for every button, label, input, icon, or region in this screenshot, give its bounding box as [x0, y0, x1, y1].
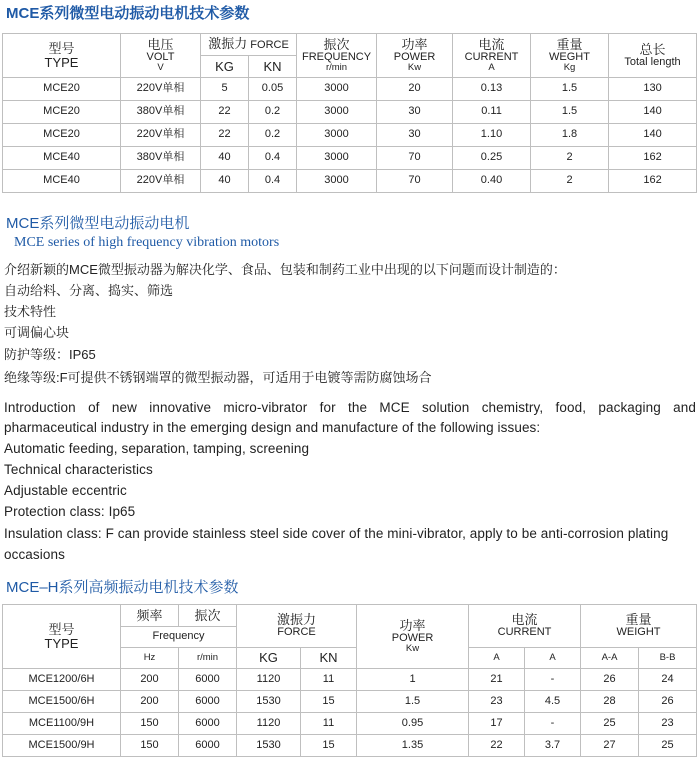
table-row [3, 170, 697, 193]
table-cell: 140 [609, 124, 697, 147]
table-cell: 22 [201, 124, 249, 147]
header-hz: Hz [121, 648, 179, 669]
table-cell: 0.25 [453, 147, 531, 170]
table-cell: 220V单相 [121, 124, 201, 147]
table-cell: MCE1200/6H [3, 669, 121, 691]
table-cell: 26 [581, 669, 639, 691]
en-protection-line: Protection class: Ip65 [4, 504, 136, 519]
table-cell: 1.5 [531, 78, 609, 101]
table-cell: - [525, 713, 581, 735]
table-cell: 1 [357, 669, 469, 691]
table-cell: 25 [581, 713, 639, 735]
table-cell: 162 [609, 170, 697, 193]
header-force-kg: KG [237, 648, 301, 669]
header-rmin: r/min [179, 648, 237, 669]
cn-eccentric-line: 可调偏心块 [4, 325, 70, 340]
table-cell: 150 [121, 735, 179, 757]
table-cell: MCE1500/6H [3, 691, 121, 713]
table-cell: MCE20 [3, 124, 121, 147]
cn-technical-line: 技术特性 [4, 304, 57, 319]
table-cell: 0.2 [249, 101, 297, 124]
header-vib-cn: 振次 [179, 605, 237, 627]
header-volt: 电压 VOLT V [121, 34, 201, 78]
table-cell: 23 [469, 691, 525, 713]
table-cell: 15 [301, 735, 357, 757]
header-force-kg: KG [201, 56, 249, 78]
table-cell: MCE40 [3, 170, 121, 193]
table-row [3, 147, 697, 170]
table-cell: 22 [469, 735, 525, 757]
header-model: 型号 TYPE [3, 34, 121, 78]
table-cell: 6000 [179, 713, 237, 735]
table-cell: 0.05 [249, 78, 297, 101]
table-cell: MCE20 [3, 101, 121, 124]
header-power: 功率 POWER Kw [357, 605, 469, 669]
table-cell: 162 [609, 147, 697, 170]
table-cell: 1120 [237, 669, 301, 691]
table-cell: 200 [121, 691, 179, 713]
header-force-kn: KN [301, 648, 357, 669]
table-cell: 0.40 [453, 170, 531, 193]
table-cell: 1.10 [453, 124, 531, 147]
table-row [3, 101, 697, 124]
table-cell: 6000 [179, 735, 237, 757]
table-cell: 70 [377, 147, 453, 170]
header-weight-bb: B-B [639, 648, 697, 669]
mce-h-spec-table [2, 604, 697, 757]
table-cell: 0.4 [249, 170, 297, 193]
en-features-line: Automatic feeding, separation, tamping, screening [4, 441, 310, 456]
en-technical-line: Technical characteristics [4, 462, 153, 477]
cn-insulation-line: 绝缘等级:F可提供不锈钢端罩的微型振动器，可适用于电镀等需防腐蚀场合 [4, 370, 432, 385]
header-freq-cn: 频率 [121, 605, 179, 627]
table-row [3, 124, 697, 147]
table-cell: 1120 [237, 713, 301, 735]
table-row [3, 78, 697, 101]
header-frequency: 振次 FREQUENCY r/min [297, 34, 377, 78]
table-cell: 0.2 [249, 124, 297, 147]
header-force: 激振力 FORCE [201, 34, 297, 56]
table-cell: 26 [639, 691, 697, 713]
header-weight-aa: A-A [581, 648, 639, 669]
table-cell: 11 [301, 713, 357, 735]
table-cell: 140 [609, 101, 697, 124]
table-cell: 3000 [297, 170, 377, 193]
table-cell: 380V单相 [121, 147, 201, 170]
cn-features-line: 自动给料、分离、捣实、筛选 [4, 283, 174, 298]
table-cell: MCE1100/9H [3, 713, 121, 735]
table-cell: 1530 [237, 691, 301, 713]
table-cell: 3000 [297, 147, 377, 170]
header-force-kn: KN [249, 56, 297, 78]
table-cell: 1.8 [531, 124, 609, 147]
table-row [3, 735, 697, 757]
section-title-mce-h: MCE–H系列高频振动电机技术参数 [6, 579, 239, 596]
cn-protection-line: 防护等级：IP65 [4, 347, 96, 362]
header-weight: 重量 WEIGHT [581, 605, 697, 648]
header-model: 型号 TYPE [3, 605, 121, 669]
table-cell: 20 [377, 78, 453, 101]
table-cell: 0.95 [357, 713, 469, 735]
table-cell: 5 [201, 78, 249, 101]
table-cell: 6000 [179, 669, 237, 691]
table-cell: 70 [377, 170, 453, 193]
table-cell: 3.7 [525, 735, 581, 757]
en-insulation-line: Insulation class: F can provide stainless steel side cover of the mini-vibrator, apply to be anti-corrosion plating [4, 526, 669, 541]
header-power: 功率 POWER Kw [377, 34, 453, 78]
en-intro-line-1: Introduction of new innovative micro-vibrator for the MCE solution chemistry, food, packaging and [4, 400, 696, 415]
table-cell: 0.13 [453, 78, 531, 101]
table-cell: 3000 [297, 124, 377, 147]
table-cell: 1530 [237, 735, 301, 757]
table-cell: MCE20 [3, 78, 121, 101]
section-subtitle-en: MCE series of high frequency vibration motors [14, 235, 280, 250]
table-cell: 3000 [297, 78, 377, 101]
header-force: 激振力 FORCE [237, 605, 357, 648]
header-frequency-en: Frequency [121, 627, 237, 648]
table-cell: 21 [469, 669, 525, 691]
table-cell: 1.5 [531, 101, 609, 124]
table-row [3, 713, 697, 735]
table-cell: 30 [377, 124, 453, 147]
section-title-mce: MCE系列微型电动振动电机技术参数 [6, 5, 250, 22]
header-current: 电流 CURRENT [469, 605, 581, 648]
table-cell: 2 [531, 147, 609, 170]
table-cell: 17 [469, 713, 525, 735]
table-cell: 30 [377, 101, 453, 124]
table-cell: 40 [201, 147, 249, 170]
cn-intro-line: 介绍新颖的MCE微型振动器为解决化学、食品、包装和制药工业中出现的以下问题而设计制造的： [4, 262, 566, 277]
table-cell: 11 [301, 669, 357, 691]
table-cell: 6000 [179, 691, 237, 713]
table-cell: 15 [301, 691, 357, 713]
table-row [3, 669, 697, 691]
table-cell: 220V单相 [121, 78, 201, 101]
en-occasions-line: occasions [4, 547, 65, 562]
table-cell: 3000 [297, 101, 377, 124]
table-cell: 24 [639, 669, 697, 691]
en-intro-line-2: pharmaceutical industry in the emerging design and manufacture of the following issues: [4, 420, 541, 435]
section-title-mce-motor: MCE系列微型电动振动电机 [6, 215, 190, 232]
table-row [3, 691, 697, 713]
header-weight: 重量 WEGHT Kg [531, 34, 609, 78]
table-cell: 130 [609, 78, 697, 101]
table-cell: 27 [581, 735, 639, 757]
table-cell: 4.5 [525, 691, 581, 713]
table-cell: 40 [201, 170, 249, 193]
table-cell: 220V单相 [121, 170, 201, 193]
table-cell: 23 [639, 713, 697, 735]
table-cell: 0.11 [453, 101, 531, 124]
table-cell: 28 [581, 691, 639, 713]
table-cell: 380V单相 [121, 101, 201, 124]
table-cell: 0.4 [249, 147, 297, 170]
mce-spec-table [2, 33, 697, 193]
header-length: 总长 Total length [609, 34, 697, 78]
table-cell: MCE1500/9H [3, 735, 121, 757]
table-cell: 1.5 [357, 691, 469, 713]
table-cell: 200 [121, 669, 179, 691]
table-cell: 150 [121, 713, 179, 735]
table-cell: 2 [531, 170, 609, 193]
table-cell: - [525, 669, 581, 691]
table-cell: MCE40 [3, 147, 121, 170]
table-cell: 1.35 [357, 735, 469, 757]
header-current-a1: A [469, 648, 525, 669]
en-eccentric-line: Adjustable eccentric [4, 483, 127, 498]
table-cell: 22 [201, 101, 249, 124]
header-current-a2: A [525, 648, 581, 669]
table-cell: 25 [639, 735, 697, 757]
header-current: 电流 CURRENT A [453, 34, 531, 78]
